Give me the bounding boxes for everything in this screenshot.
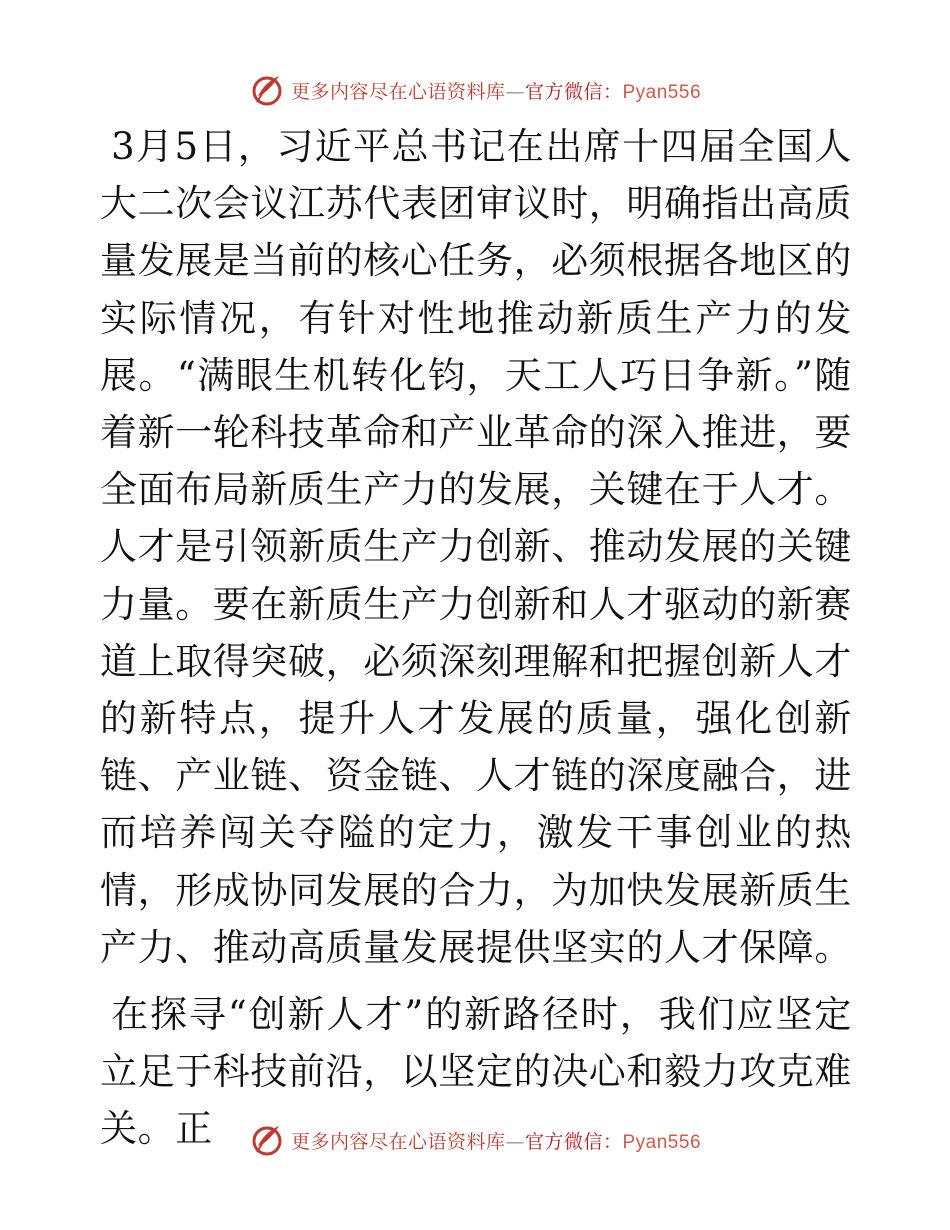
footer-banner <box>0 1120 950 1160</box>
paragraph-1: 3月5日，习近平总书记在出席十四届全国人大二次会议江苏代表团审议时，明确指出高质量发展是当前的核心任务，必须根据各地区的实际情况，有针对性地推动新质生产力的发展。“满眼生机转化钧，天工人巧日争新。”随着新一轮科技革命和产业革命的深入推进，要全面布局新质生产力的发展，关键在于人才。人才是引领新质生产力创新、推动发展的关键力量。要在新质生产力创新和人才驱动的新赛道上取得突破，必须深刻理解和把握创新人才的新特点，提升人才发展的质量，强化创新链、产业链、资金链、人才链的深度融合，进而培养闯关夺隘的定力，激发干事创业的热情，形成协同发展的合力，为加快发展新质生产力、推动高质量发展提供坚实的人才保障。 <box>100 125 852 969</box>
footer-wechat-label: 官方微信： <box>524 1130 623 1153</box>
header-text <box>291 77 701 104</box>
footer-text <box>291 1127 701 1154</box>
footer-banner-inner <box>249 1122 701 1158</box>
header-banner-inner <box>249 72 701 108</box>
header-wechat-label: 官方微信： <box>524 80 623 103</box>
footer-dash: — <box>505 1130 525 1153</box>
header-dash: — <box>505 80 525 103</box>
document-body <box>100 118 852 1158</box>
header-site-text: 更多内容尽在心语资料库 <box>290 80 506 103</box>
quill-logo-icon <box>249 72 285 108</box>
header-banner <box>0 70 950 110</box>
quill-logo-icon <box>249 1122 285 1158</box>
paragraph-2: 在探寻“创新人才”的新路径时，我们应坚定立足于科技前沿，以坚定的决心和毅力攻克难关。正 <box>100 993 852 1151</box>
footer-site-text: 更多内容尽在心语资料库 <box>290 1130 506 1153</box>
header-wechat-id: Pyan556 <box>622 81 702 103</box>
footer-wechat-id: Pyan556 <box>622 1131 702 1153</box>
